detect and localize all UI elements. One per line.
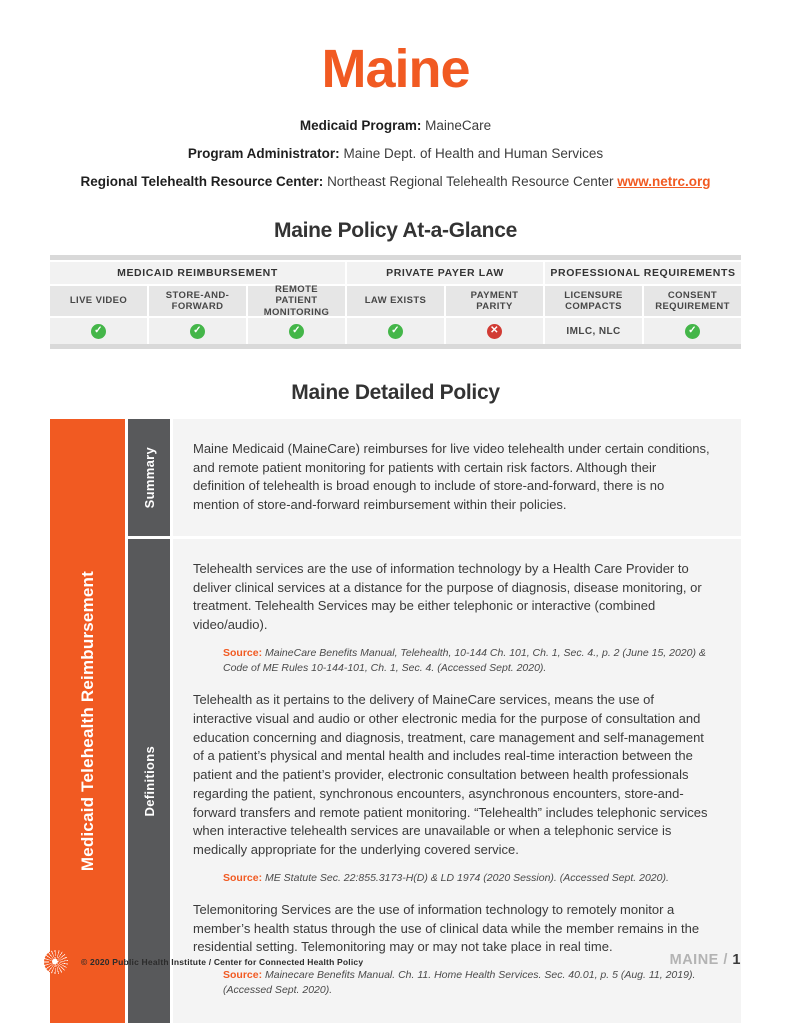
group-professional-requirements: PROFESSIONAL REQUIREMENTS bbox=[545, 262, 741, 284]
definitions-paragraph-2: Telehealth as it pertains to the delivery of MaineCare services, means the use of interactive visual and audio or other electronic media for the purpose of consultation and education concerning and diagnosis, treatment, care management and self-management of a patient’s physical and mental health and includes real-time interaction between the patient and the patient’s provider, electronic consultation between health professionals regarding the patient, synchronous encounters, asynchronous encounters, store-and-forward transfers and remote patient monitoring. “Telehealth” includes telephonic services when interactive telehealth services are unavailable or when a telephonic service is medically appropriate for the underlying covered service. bbox=[193, 692, 708, 857]
definitions-paragraph-1: Telehealth services are the use of information technology by a Health Care Provider to deliver clinical services at a distance for the purpose of diagnosis, disease monitoring, or treatment. Telehealth Services may be either telephonic or interactive (combined video/audio). bbox=[193, 560, 702, 633]
group-medicaid-reimbursement: MEDICAID REIMBURSEMENT bbox=[50, 262, 345, 284]
col-licensure-compacts: LICENSURE COMPACTS bbox=[545, 286, 642, 316]
table-top-strip bbox=[50, 255, 741, 260]
source-label: Source: bbox=[223, 646, 263, 659]
check-icon: ✓ bbox=[190, 324, 205, 339]
footer-page-indicator bbox=[670, 952, 741, 968]
program-administrator-label: Program Administrator: bbox=[187, 146, 340, 161]
copyright-text: © 2020 Public Health Institute / Center for Connected Health Policy bbox=[81, 957, 364, 967]
page-title: Maine bbox=[321, 39, 470, 99]
summary-label-text: Summary bbox=[141, 446, 157, 509]
medicaid-program-line bbox=[0, 118, 791, 133]
cross-icon: ✕ bbox=[487, 324, 502, 339]
source-text: Mainecare Benefits Manual. Ch. 11. Home Health Services. Sec. 40.01, p. 5 (Aug. 11, 2019). (Accessed Sept. 2020). bbox=[223, 969, 696, 997]
group-private-payer-law: PRIVATE PAYER LAW bbox=[347, 262, 543, 284]
summary-row-label bbox=[128, 419, 170, 536]
check-icon: ✓ bbox=[388, 324, 403, 339]
program-info bbox=[0, 118, 791, 189]
check-icon: ✓ bbox=[685, 324, 700, 339]
col-law-exists: LAW EXISTS bbox=[347, 286, 444, 316]
netrc-link[interactable]: www.netrc.org bbox=[617, 174, 711, 189]
summary-content bbox=[173, 419, 741, 536]
definitions-paragraph-3: Telemonitoring Services are the use of information technology to remotely monitor a member’s health status through the use of clinical data while the member remains in the residential setting. Telemonitoring may or may not take place in real time. bbox=[193, 901, 700, 955]
col-consent-requirement: CONSENT REQUIREMENT bbox=[644, 286, 741, 316]
col-remote-patient-monitoring: REMOTE PATIENT MONITORING bbox=[248, 286, 345, 316]
detailed-policy-section bbox=[50, 419, 741, 1023]
program-administrator-value: Maine Dept. of Health and Human Services bbox=[343, 146, 604, 161]
check-icon: ✓ bbox=[91, 324, 106, 339]
category-sidebar bbox=[50, 419, 125, 1023]
medicaid-program-value: MaineCare bbox=[425, 118, 492, 133]
table-bottom-strip bbox=[50, 344, 741, 349]
policy-glance-table bbox=[50, 255, 741, 349]
medicaid-program-label: Medicaid Program: bbox=[299, 118, 422, 133]
page-footer bbox=[0, 948, 791, 988]
program-administrator-line bbox=[0, 146, 791, 161]
summary-paragraph: Maine Medicaid (MaineCare) reimburses for live video telehealth under certain conditions, and remote patient monitoring for patients with certain risk factors. Although their definition of telehealth is broad enough to include of store-and-forward, there is no mention of store-and-forward reimbursement within their policies. bbox=[193, 441, 710, 513]
source-citation-1 bbox=[223, 646, 711, 676]
source-label: Source: bbox=[223, 871, 263, 884]
source-citation-2 bbox=[223, 871, 711, 886]
resource-center-label: Regional Telehealth Resource Center: bbox=[80, 174, 324, 189]
footer-state-label: MAINE / bbox=[669, 952, 728, 968]
value-remote-patient-monitoring bbox=[248, 318, 345, 344]
cchp-sunburst-logo-icon bbox=[44, 950, 68, 974]
glance-title: Maine Policy At-a-Glance bbox=[274, 219, 517, 242]
detailed-title: Maine Detailed Policy bbox=[291, 381, 500, 404]
glance-group-header-row bbox=[50, 262, 741, 284]
value-licensure-compacts: IMLC, NLC bbox=[545, 318, 642, 344]
col-live-video: LIVE VIDEO bbox=[50, 286, 147, 316]
value-law-exists bbox=[347, 318, 444, 344]
resource-center-value: Northeast Regional Telehealth Resource Center bbox=[327, 174, 614, 189]
value-store-and-forward bbox=[149, 318, 246, 344]
col-store-and-forward: STORE-AND-FORWARD bbox=[149, 286, 246, 316]
detail-rows bbox=[128, 419, 741, 1023]
glance-value-row bbox=[50, 318, 741, 344]
footer-page-number: 1 bbox=[732, 952, 741, 968]
source-label: Source: bbox=[223, 969, 263, 982]
source-text: MaineCare Benefits Manual, Telehealth, 10-144 Ch. 101, Ch. 1, Sec. 4., p. 2 (June 15, 2020) & Code of ME Rules 10-144-101, Ch. 1, Sec. 4. (Accessed Sept. 2020). bbox=[223, 646, 706, 674]
value-consent-requirement bbox=[644, 318, 741, 344]
col-payment-parity: PAYMENT PARITY bbox=[446, 286, 543, 316]
source-text: ME Statute Sec. 22:855.3173-H(D) & LD 1974 (2020 Session). (Accessed Sept. 2020). bbox=[265, 871, 669, 884]
category-label: Medicaid Telehealth Reimbursement bbox=[77, 571, 97, 872]
check-icon: ✓ bbox=[289, 324, 304, 339]
value-live-video bbox=[50, 318, 147, 344]
resource-center-line bbox=[0, 174, 791, 189]
value-payment-parity bbox=[446, 318, 543, 344]
footer-left bbox=[44, 950, 363, 974]
definitions-label-text: Definitions bbox=[141, 745, 157, 817]
summary-row bbox=[128, 419, 741, 536]
glance-column-header-row bbox=[50, 283, 741, 318]
